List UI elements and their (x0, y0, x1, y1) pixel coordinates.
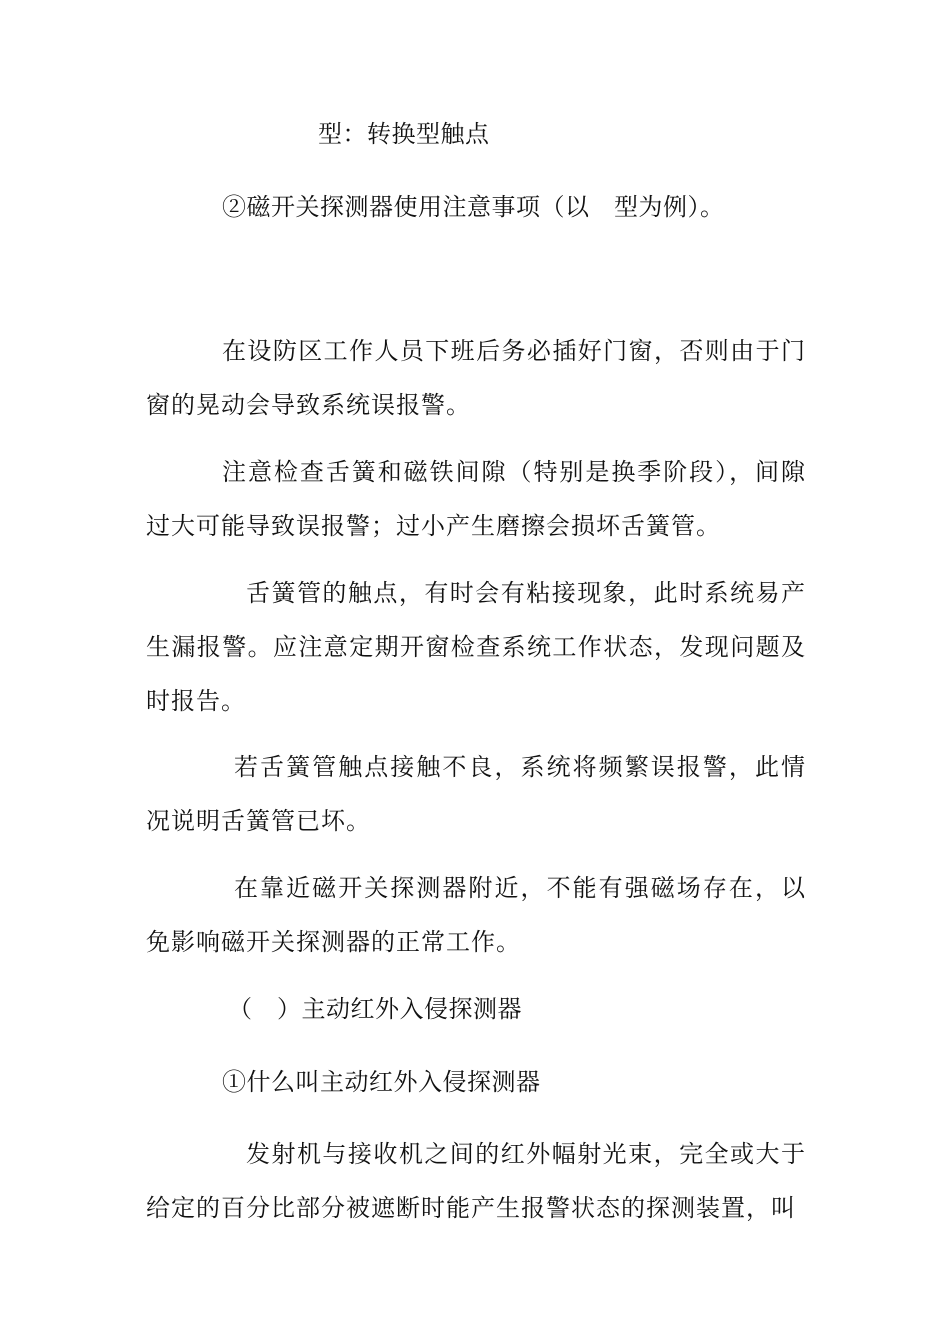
paragraph-contact-sticking: 舌簧管的触点，有时会有粘接现象，此时系统易产生漏报警。应注意定期开窗检查系统工作状态，发现问题及时报告。 (146, 579, 806, 715)
paragraph-check-gap: 注意检查舌簧和磁铁间隙（特别是换季阶段），间隙过大可能导致误报警；过小产生磨擦会损坏舌簧管。 (146, 458, 806, 540)
paragraph-definition: 发射机与接收机之间的红外幅射光束，完全或大于给定的百分比部分被遮断时能产生报警状态的探测装置，叫 (146, 1140, 806, 1222)
section-heading: （ ）主动红外入侵探测器 (228, 995, 522, 1023)
section-subheading: ①什么叫主动红外入侵探测器 (222, 1068, 541, 1096)
usage-notes-title: ②磁开关探测器使用注意事项（以 型为例）。 (222, 193, 725, 221)
paragraph-magnetic-field: 在靠近磁开关探测器附近，不能有强磁场存在，以免影响磁开关探测器的正常工作。 (146, 874, 806, 956)
contact-type-line: 型：转换型触点 (318, 120, 490, 148)
paragraph-bad-contact: 若舌簧管触点接触不良，系统将频繁误报警，此情况说明舌簧管已坏。 (146, 753, 806, 835)
paragraph-lock-doors: 在设防区工作人员下班后务必插好门窗，否则由于门窗的晃动会导致系统误报警。 (146, 337, 806, 419)
